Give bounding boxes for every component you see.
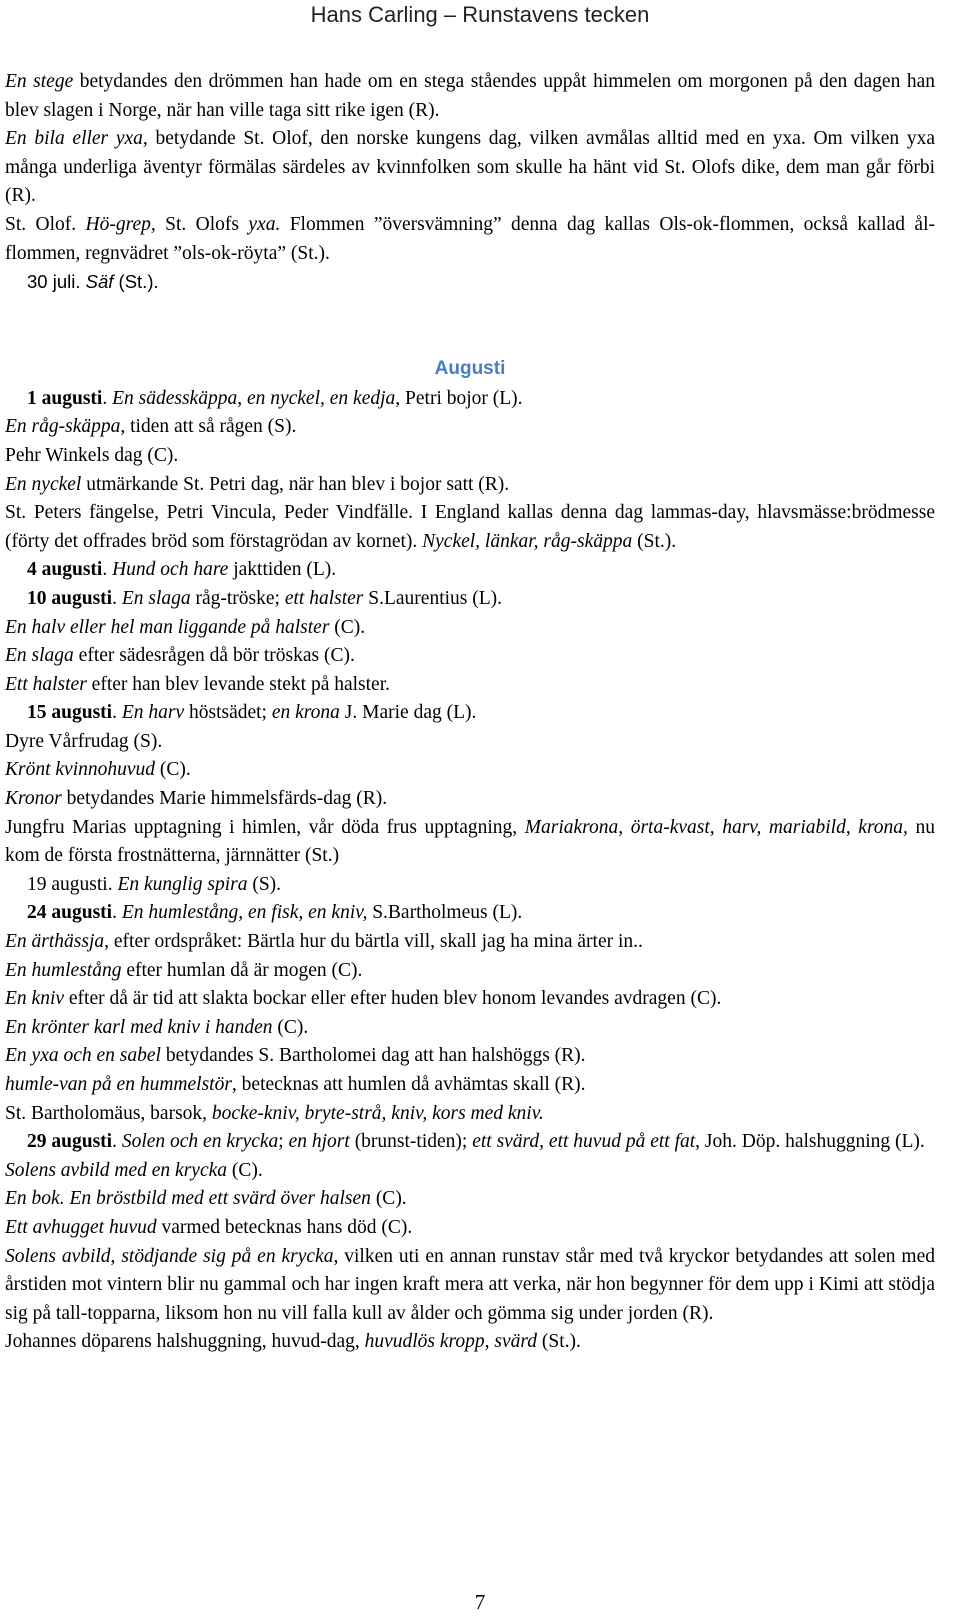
text-run: Dyre Vårfrudag (S). xyxy=(5,730,163,752)
document-body xyxy=(5,68,935,1357)
text-run: En harv xyxy=(121,702,185,724)
entry-en-nyckel xyxy=(5,471,935,500)
entry-dyre-varfrudag xyxy=(5,728,935,757)
text-run: (C). xyxy=(272,1016,309,1038)
entry-en-kniv xyxy=(5,985,935,1014)
text-run: (C). xyxy=(329,616,366,638)
text-run: en krona xyxy=(271,702,340,724)
text-run: En kniv xyxy=(5,988,65,1010)
text-run: 24 augusti xyxy=(27,902,113,924)
text-run: ett svärd, ett huvud på ett fat, xyxy=(472,1131,701,1153)
text-run: En stege xyxy=(5,71,74,92)
text-run: utmärkande St. Petri dag, när han blev i bojor satt (R). xyxy=(81,473,510,495)
month-heading: Augusti xyxy=(434,357,506,379)
text-run: yxa. xyxy=(248,213,281,235)
entry-yxa-sabel xyxy=(5,1042,935,1071)
text-run: . xyxy=(112,902,122,924)
entry-solens-avbild-krycka xyxy=(5,1157,935,1186)
entry-ett-halster xyxy=(5,671,935,700)
text-run: betydande St. Olof, den norske kungens dag, vilken avmålas alltid med en yxa. Om vilken yxa många underliga äventyr förmälas särdeles av kvinnfolken som skulle ha hänt vid St. Olofs dike, dem man går förbi (R). xyxy=(5,128,936,207)
text-run: 15 augusti xyxy=(27,702,113,724)
text-run: ett halster xyxy=(284,587,364,609)
text-run: betydandes S. Bartholomei dag att han halshöggs (R). xyxy=(160,1045,586,1067)
text-run: 30 juli. xyxy=(27,271,86,293)
text-run: efter då är tid att slakta bockar eller efter huden blev honom levandes avdragen (C). xyxy=(64,988,722,1010)
text-run: (C). xyxy=(370,1188,407,1210)
text-run: S.Bartholmeus (L). xyxy=(367,902,523,924)
section-gap xyxy=(5,297,935,355)
text-run: Petri bojor (L). xyxy=(400,387,523,409)
text-run: höstsädet; xyxy=(184,702,272,724)
text-run: efter sädesrågen då bör tröskas (C). xyxy=(73,645,355,667)
text-run: nu kom de första frostnätterna, järnnätter (St.) xyxy=(5,816,935,867)
text-run: En halv eller hel man liggande på halster xyxy=(5,616,330,638)
text-run: En yxa och en sabel xyxy=(5,1045,161,1067)
text-run: En krönter karl med kniv i handen xyxy=(5,1016,273,1038)
text-run: ; xyxy=(278,1131,289,1153)
page-number: 7 xyxy=(474,1590,486,1614)
text-run: . xyxy=(102,559,113,581)
entry-rag-skappa xyxy=(5,413,935,442)
entry-en-slaga xyxy=(5,642,935,671)
text-run: En humlestång xyxy=(5,959,122,981)
entry-15-augusti xyxy=(5,699,935,728)
entry-en-bila xyxy=(5,125,935,211)
text-run: En sädesskäppa, en nyckel, en kedja, xyxy=(112,387,401,409)
text-run: efter humlan då är mogen (C). xyxy=(121,959,363,981)
text-run: jakttiden (L). xyxy=(228,559,337,581)
entry-jungfru-marias xyxy=(5,814,935,871)
text-run: bocke-kniv, bryte-strå, kniv, kors med kniv. xyxy=(211,1102,544,1124)
entry-halster-man xyxy=(5,614,935,643)
entry-pehr-winkel xyxy=(5,442,935,471)
text-run: Säf xyxy=(85,271,114,293)
text-run: Flommen ”översvämning” denna dag kallas Ols-ok-flommen, också kallad ål-flommen, regnvädret ”ols-ok-röyta” (St.). xyxy=(5,213,935,264)
entry-en-arthassja xyxy=(5,928,935,957)
entry-1-augusti xyxy=(5,385,935,414)
text-run: 19 augusti. xyxy=(27,873,118,895)
text-run: Jungfru Marias upptagning i himlen, vår döda frus upptagning, xyxy=(5,816,525,838)
entry-johannes-doparens xyxy=(5,1328,935,1357)
entry-st-bartholomaus xyxy=(5,1100,935,1129)
text-run: , betecknas att humlen då avhämtas skall (R). xyxy=(231,1074,586,1095)
text-run: En råg-skäppa xyxy=(5,416,121,438)
text-run: betydandes Marie himmelsfärds-dag (R). xyxy=(61,788,388,810)
text-run: , efter ordspråket: Bärtla hur du bärtla vill, skall jag ha mina ärter in.. xyxy=(104,931,643,953)
text-run: humle-van på en hummelstör xyxy=(5,1074,232,1095)
text-run: Nyckel, länkar, råg-skäppa xyxy=(422,530,633,552)
text-run: . xyxy=(112,587,122,609)
text-run: St. Olof. xyxy=(5,213,86,235)
text-run: 1 augusti xyxy=(27,387,103,409)
text-run: . xyxy=(112,702,122,724)
text-run: . xyxy=(112,1131,122,1153)
text-run: St. Olofs xyxy=(155,213,249,235)
text-run: Mariakrona, örta-kvast, harv, mariabild, krona, xyxy=(524,816,908,838)
text-run: (St.). xyxy=(113,271,159,293)
entry-en-humlestang xyxy=(5,957,935,986)
entry-24-augusti xyxy=(5,899,935,928)
entry-solens-avbild-stodjande xyxy=(5,1243,935,1329)
entry-en-stege xyxy=(5,68,935,125)
text-run: huvudlös kropp, svärd xyxy=(364,1331,538,1353)
entry-19-augusti xyxy=(5,871,935,900)
text-run: 4 augusti xyxy=(27,559,103,581)
text-run: varmed betecknas hans död (C). xyxy=(156,1216,413,1238)
text-run: Kronor xyxy=(5,788,62,810)
entry-10-augusti xyxy=(5,585,935,614)
entry-st-olof xyxy=(5,211,935,268)
entry-29-augusti xyxy=(5,1128,935,1157)
text-run: . xyxy=(102,387,113,409)
text-run: Ett halster xyxy=(5,673,87,695)
entry-30-juli xyxy=(5,268,935,297)
text-run: En slaga xyxy=(5,645,74,667)
text-run: (St.). xyxy=(537,1331,581,1353)
text-run: En humlestång, en fisk, en kniv, xyxy=(121,902,368,924)
entry-avhugget-huvud xyxy=(5,1214,935,1243)
text-run: , tiden att så rågen (S). xyxy=(120,416,297,438)
text-run: (C). xyxy=(227,1159,263,1181)
entry-kronter-karl xyxy=(5,1014,935,1043)
text-run: En bok. En bröstbild med ett svärd över halsen xyxy=(5,1188,371,1210)
text-run: En bila eller yxa, xyxy=(5,128,148,150)
text-run: betydandes den drömmen han hade om en stega ståendes uppåt himmelen om morgonen på den dagen han blev slagen i Norge, när han ville taga sitt rike igen (R). xyxy=(5,71,935,121)
text-run: St. Bartholomäus, barsok, xyxy=(5,1102,212,1124)
text-run: (S). xyxy=(247,873,282,895)
entry-humle-van xyxy=(5,1071,935,1100)
entry-en-bok xyxy=(5,1185,935,1214)
text-run: En slaga xyxy=(121,587,191,609)
text-run: Ett avhugget huvud xyxy=(5,1216,157,1238)
text-run: (St.). xyxy=(632,530,677,552)
text-run: (brunst-tiden); xyxy=(349,1131,473,1153)
text-run: en hjort xyxy=(288,1131,350,1153)
text-run: Johannes döparens halshuggning, huvud-dag, xyxy=(5,1331,365,1353)
text-run: vilken uti en annan runstav står med två kryckor betydandes att solen med årstiden mot vintern blir nu gammal och har ingen kraft mera att verka, när hon begynner för dem upp i Kimi att stödja sig på tall-topparna, liksom hon nu vill falla kull av ålder och gömma sig under jorden (R). xyxy=(5,1245,935,1324)
text-run: En nyckel xyxy=(5,473,82,495)
text-run: Solens avbild, stödjande sig på en krycka, xyxy=(5,1245,339,1267)
text-run: En ärthässja xyxy=(5,931,105,953)
text-run: Krönt kvinnohuvud xyxy=(5,759,156,781)
text-run: 10 augusti xyxy=(27,587,113,609)
text-run: Hö-grep, xyxy=(85,213,156,235)
text-run: J. Marie dag (L). xyxy=(339,702,477,724)
entry-kronor xyxy=(5,785,935,814)
text-run: Solens avbild med en krycka xyxy=(5,1159,228,1181)
text-run: Hund och hare xyxy=(112,559,229,581)
text-run: S.Laurentius (L). xyxy=(363,587,503,609)
entry-st-peters xyxy=(5,499,935,556)
text-run: Solen och en krycka xyxy=(121,1131,279,1153)
text-run: råg-tröske; xyxy=(190,587,285,609)
text-run: efter han blev levande stekt på halster. xyxy=(86,673,391,695)
page-header: Hans Carling – Runstavens tecken xyxy=(310,2,650,27)
text-run: St. Peters fängelse, Petri Vincula, Peder Vindfälle. I England kallas denna dag lammas-day, hlavsmässe:brödmesse (förty det offrades bröd som förstagrödan av kornet). xyxy=(5,502,935,552)
entry-kront-kvinnohuvud xyxy=(5,756,935,785)
text-run: En kunglig spira xyxy=(117,873,248,895)
text-run: (C). xyxy=(155,759,191,781)
text-run: Joh. Döp. halshuggning (L). xyxy=(700,1131,925,1153)
entry-4-augusti xyxy=(5,556,935,585)
text-run: 29 augusti xyxy=(27,1131,113,1153)
text-run: Pehr Winkels dag (C). xyxy=(5,444,179,466)
